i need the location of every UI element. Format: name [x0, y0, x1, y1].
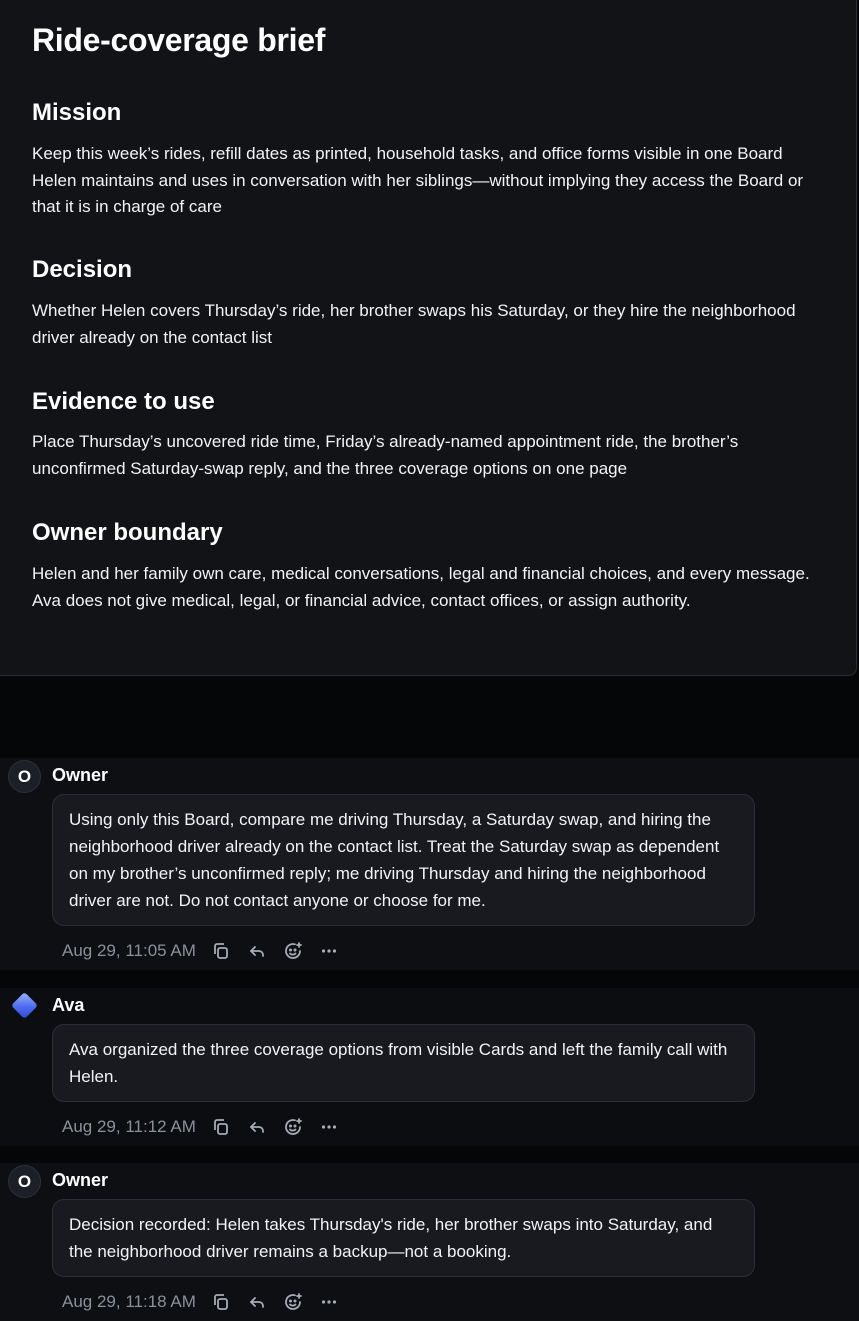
copy-icon[interactable]	[210, 1291, 232, 1313]
reply-icon[interactable]	[246, 1291, 268, 1313]
message-bubble: Using only this Board, compare me driving Thursday, a Saturday swap, and hiring the neighborhood driver already on the contact list. Treat the Saturday swap as dependent on my brother’s unconfirmed reply; me driving Thursday and hiring the neighborhood driver are not. Do not contact anyone or choose for me.	[52, 794, 755, 926]
add-reaction-icon[interactable]	[282, 1116, 304, 1138]
decision-heading: Decision	[32, 256, 133, 283]
message-meta	[62, 940, 340, 962]
message-bubble: Ava organized the three coverage options from visible Cards and left the family call with Helen.	[52, 1024, 755, 1102]
message-timestamp: Aug 29, 11:05 AM	[62, 941, 196, 960]
copy-icon[interactable]	[210, 940, 232, 962]
add-reaction-icon[interactable]	[282, 1291, 304, 1313]
owner-boundary-heading: Owner boundary	[32, 519, 223, 546]
sender-name: Owner	[52, 1170, 109, 1190]
chat-message	[0, 1163, 859, 1321]
sender-name: Ava	[52, 995, 85, 1015]
more-icon[interactable]	[318, 1291, 340, 1313]
owner-avatar: O	[8, 760, 41, 793]
evidence-body: Place Thursday’s uncovered ride time, Friday’s already-named appointment ride, the brother’s unconfirmed Saturday-swap reply, and the three coverage options on one page	[32, 432, 739, 478]
message-timestamp: Aug 29, 11:12 AM	[62, 1117, 196, 1136]
owner-boundary-body: Helen and her family own care, medical conversations, legal and financial choices, and every message. Ava does not give medical, legal, or financial advice, contact offices, or assign authority.	[32, 564, 810, 610]
sender-name: Owner	[52, 765, 109, 785]
evidence-heading: Evidence to use	[32, 388, 215, 415]
chat-message	[0, 988, 859, 1146]
more-icon[interactable]	[318, 1116, 340, 1138]
mission-heading: Mission	[32, 99, 122, 126]
message-meta	[62, 1116, 340, 1138]
add-reaction-icon[interactable]	[282, 940, 304, 962]
diamond-icon	[11, 992, 38, 1019]
more-icon[interactable]	[318, 940, 340, 962]
reply-icon[interactable]	[246, 940, 268, 962]
decision-body: Whether Helen covers Thursday’s ride, her brother swaps his Saturday, or they hire the neighborhood driver already on the contact list	[32, 301, 796, 347]
mission-body: Keep this week’s rides, refill dates as printed, household tasks, and office forms visible in one Board Helen maintains and uses in conversation with her siblings—without implying they access the Board or that it is in charge of care	[32, 144, 804, 216]
message-bubble: Decision recorded: Helen takes Thursday's ride, her brother swaps into Saturday, and the neighborhood driver remains a backup—not a booking.	[52, 1199, 755, 1277]
reply-icon[interactable]	[246, 1116, 268, 1138]
copy-icon[interactable]	[210, 1116, 232, 1138]
chat-message	[0, 758, 859, 970]
message-meta	[62, 1291, 340, 1313]
owner-avatar: O	[8, 1165, 41, 1198]
brief-title: Ride-coverage brief	[32, 22, 326, 58]
message-timestamp: Aug 29, 11:18 AM	[62, 1292, 196, 1311]
